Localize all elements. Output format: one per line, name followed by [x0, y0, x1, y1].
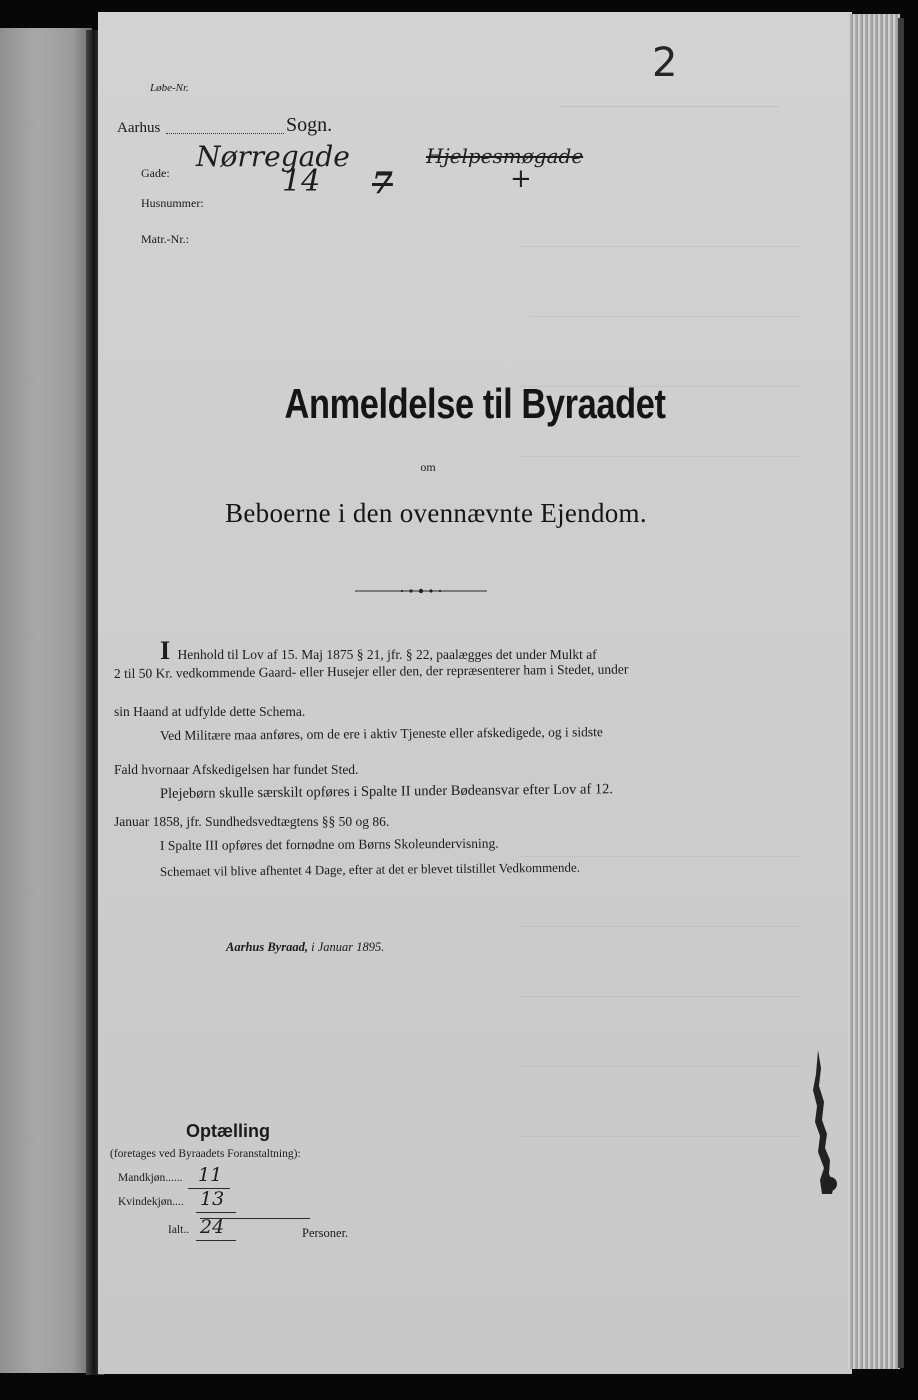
paragraph-2-line-2: Fald hvornaar Afskedigelsen har fundet Sted. — [114, 762, 359, 777]
page-stack-shadow — [898, 18, 904, 1368]
title-om: om — [420, 460, 436, 474]
male-label: Mandkjøn...... — [118, 1172, 183, 1184]
page-stack-edge — [848, 14, 900, 1369]
loebe-nr-label: Løbe-Nr. — [150, 82, 189, 94]
husnummer-struck-value: 7 — [372, 166, 393, 201]
paragraph-3-line-2: Januar 1858, jfr. Sundhedsvedtægtens §§ 50 og 86. — [114, 814, 390, 829]
total-fill-line — [196, 1240, 236, 1241]
matr-nr-label: Matr.-Nr.: — [141, 232, 189, 246]
document-subtitle: Beboerne i den ovennævnte Ejendom. — [225, 498, 647, 528]
sogn-label: Sogn. — [286, 114, 333, 136]
paragraph-4: I Spalte III opføres det fornødne om Børns Skoleundervisning. — [159, 835, 499, 853]
husnummer-label: Husnummer: — [141, 196, 204, 210]
sogn-fill-line — [166, 133, 284, 134]
total-label: Ialt.. — [168, 1224, 190, 1236]
sheet-number: 2 — [652, 40, 678, 86]
ink-blot — [808, 1048, 842, 1198]
total-value: 24 — [200, 1216, 225, 1238]
city-label: Aarhus — [117, 120, 161, 136]
gade-label: Gade: — [141, 166, 170, 180]
paragraph-1-line-2: 2 til 50 Kr. vedkommende Gaard- eller Husejer eller den, der repræsenterer ham i Stedet, under — [113, 661, 629, 681]
gade-value: Nørregade — [196, 140, 350, 173]
paragraph-2-line-1: Ved Militære maa anføres, om de ere i aktiv Tjeneste eller afskedigede, og i sidste — [159, 724, 603, 743]
male-value: 11 — [198, 1164, 223, 1186]
paragraph-1-line-3: sin Haand at udfylde dette Schema. — [114, 704, 306, 719]
paragraph-1-line-1: I Henhold til Lov af 15. Maj 1875 § 21, jfr. § 22, paalægges det under Mulkt af — [160, 636, 597, 665]
document-title: Anmeldelse til Byraadet — [284, 380, 666, 427]
left-page-edge — [0, 28, 92, 1373]
female-value: 13 — [200, 1188, 225, 1210]
paragraph-5: Schemaet vil blive afhentet 4 Dage, efter at det er blevet tilstillet Vedkommende. — [159, 859, 581, 879]
ornament-divider — [355, 588, 487, 594]
husnummer-value: 14 — [282, 164, 321, 199]
signature-date: i Januar 1895. — [311, 940, 385, 954]
count-subtitle: (foretages ved Byraadets Foranstaltning): — [110, 1148, 301, 1160]
female-fill-line — [196, 1212, 236, 1213]
gade-struck-value: Hjelpesmøgade — [426, 144, 584, 168]
paragraph-3-line-1: Plejebørn skulle særskilt opføres i Spalte II under Bødeansvar efter Lov af 12. — [159, 781, 614, 802]
signature — [226, 940, 384, 955]
count-title: Optælling — [186, 1121, 270, 1141]
persons-label: Personer. — [302, 1226, 349, 1240]
female-label: Kvindekjøn.... — [118, 1196, 184, 1208]
husnummer-mark: + — [510, 164, 532, 194]
signature-org: Aarhus Byraad, — [226, 940, 308, 954]
drop-cap: I — [160, 636, 171, 665]
